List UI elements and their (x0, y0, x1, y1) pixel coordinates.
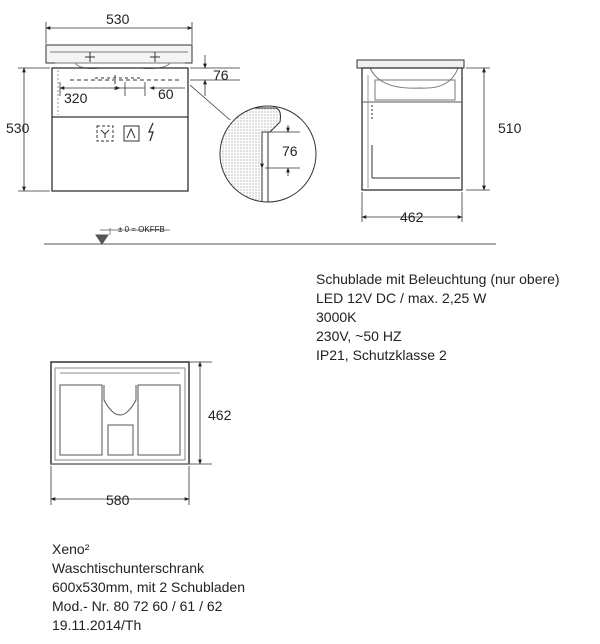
detail-76-label: 76 (282, 143, 298, 159)
side-depth-label: 462 (400, 209, 424, 225)
product-info (52, 540, 245, 635)
lightning-icon (149, 123, 153, 141)
detail-view (220, 106, 316, 210)
floor-reference-label: ± 0 = OKFFB (118, 225, 165, 234)
floor-line (44, 228, 496, 244)
product-line: Xeno² (52, 541, 90, 557)
top-view (51, 362, 189, 464)
top-dimensions (51, 362, 212, 505)
front-height-label: 530 (6, 120, 30, 136)
spec-line: IP21, Schutzklasse 2 (316, 347, 447, 363)
spec-line: LED 12V DC / max. 2,25 W (316, 290, 487, 306)
front-width-label: 530 (106, 11, 130, 27)
side-dimensions (362, 68, 490, 222)
dim-76-side-label: 76 (213, 67, 229, 83)
cabinet-side (362, 68, 462, 190)
spec-line: Schublade mit Beleuchtung (nur obere) (316, 271, 560, 287)
lighting-specs (316, 270, 560, 365)
top-depth-label: 462 (208, 407, 232, 423)
dim-320-label: 320 (64, 90, 88, 106)
washbasin (46, 45, 192, 68)
spec-line: 230V, ~50 HZ (316, 328, 402, 344)
switch-icon (124, 126, 139, 141)
product-line: Waschtischunterschrank (52, 560, 204, 576)
side-view (357, 60, 464, 190)
dim-60-label: 60 (158, 86, 174, 102)
product-line: Mod.- Nr. 80 72 60 / 61 / 62 (52, 598, 223, 614)
side-height-label: 510 (498, 120, 522, 136)
spec-line: 3000K (316, 309, 357, 325)
product-line: 600x530mm, mit 2 Schubladen (52, 579, 245, 595)
product-line: 19.11.2014/Th (52, 617, 142, 633)
front-view (46, 45, 192, 191)
top-width-label: 580 (106, 492, 130, 508)
